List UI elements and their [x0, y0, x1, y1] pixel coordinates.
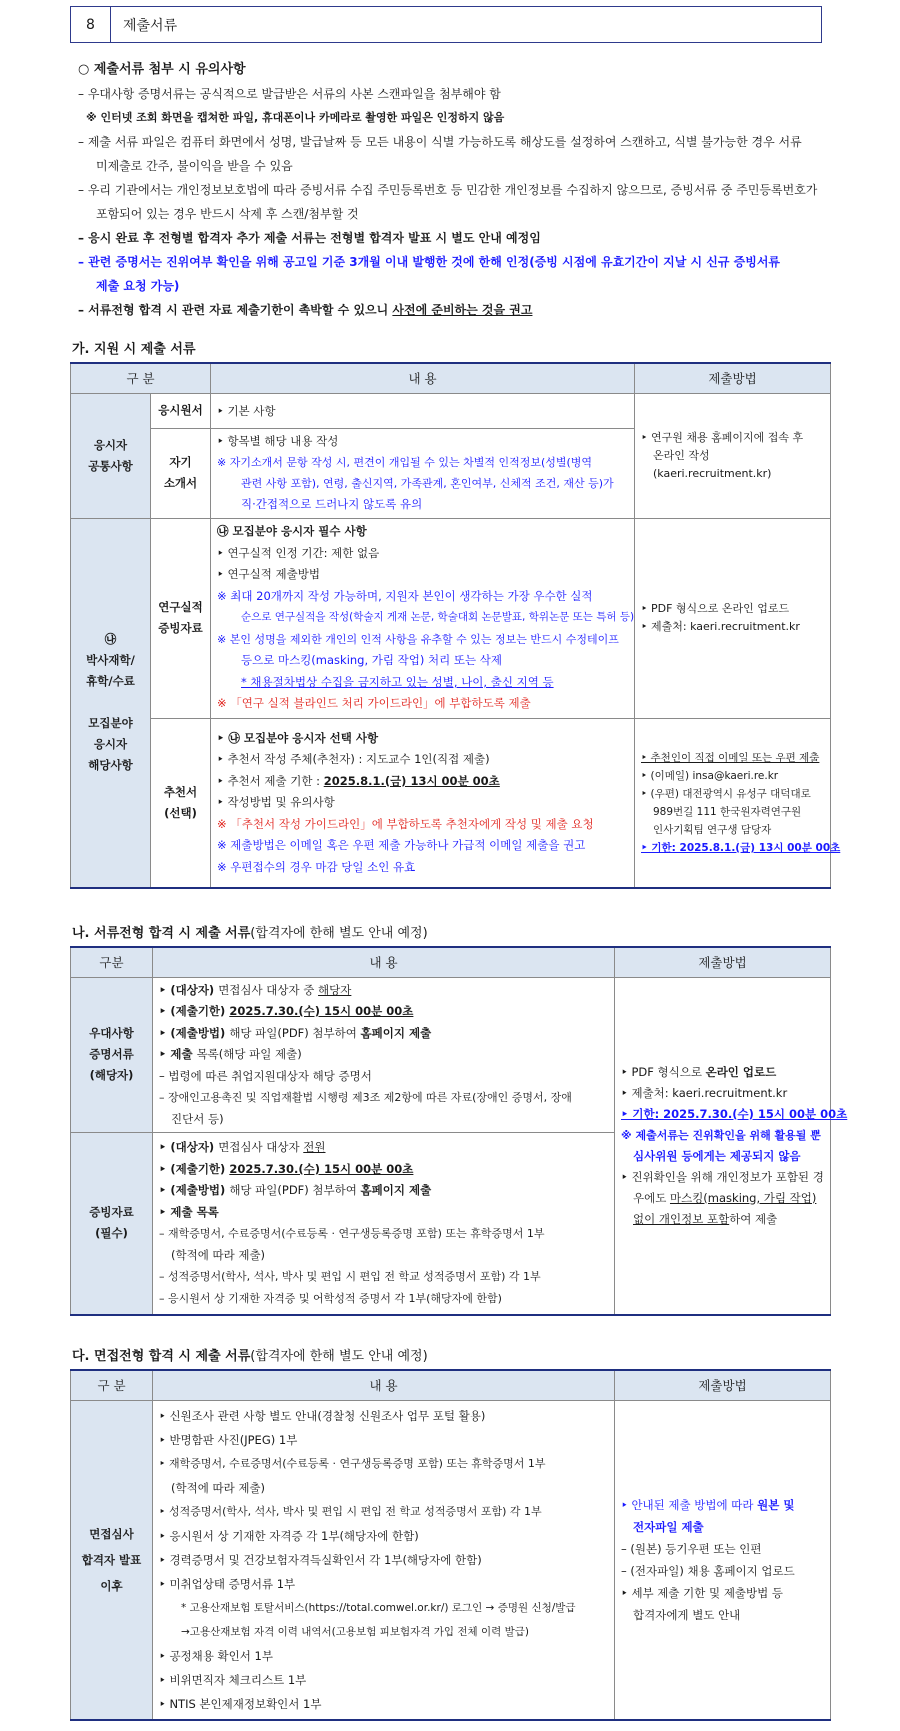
list-item: →고용산재보험 자격 이력 내역서(고용보험 피보험자격 가입 전체 이력 발급): [181, 1625, 529, 1638]
method-c: ‣ 안내된 제출 방법에 따라 원본 및 전자파일 제출 – (원본) 등기우편 또는 인편 – (전자파일) 채용 홈페이지 업로드 ‣ 세부 제출 기한 및 제출방법 등 합격자에게 별도 안내: [615, 1400, 831, 1720]
method-b: ‣ PDF 형식으로 온라인 업로드 ‣ 제출처: kaeri.recruitment.kr ‣ 기한: 2025.7.30.(수) 15시 00분 00초 ※ 제출서류는 진위확인을 위해 활용될 뿐 심사위원 등에게는 제공되지 않음 ‣ 진위확인을 위해 개인정보가 포함된 경 우에도 마스킹(masking, 가림 작업) 없이 개인정보 포함하여 제출: [615, 977, 831, 1315]
content-preference: ‣ (대상자) 면접심사 대상자 중 해당자 ‣ (제출기한) 2025.7.30.(수) 15시 00분 00초 ‣ (제출방법) 해당 파일(PDF) 첨부하여 홈페이지 제출 ‣ 제출 목록(해당 파일 제출) – 법령에 따른 취업지원대상자 해당 증명서 – 장애인고용촉진 및 직업재활법 시행령 제3조 제2항에 따른 자료(장애인 증명서, 장애 진단서 등): [153, 977, 615, 1133]
label-recommendation: 추천서 (선택): [151, 718, 211, 888]
label-self-intro: 자기 소개서: [151, 428, 211, 518]
content-self-intro: ‣ 항목별 해당 내용 작성 ※ 자기소개서 문항 작성 시, 편견이 개입될 수 있는 차별적 인적정보(성별(병역 관련 사항 포함), 연령, 출신지역, 가족관계, 혼인여부, 신체적 조건, 재산 등)가 직·간접적으로 드러나지 않도록 유의: [211, 428, 635, 518]
column-header: 구 분: [71, 1370, 153, 1400]
content-research: ㉯ 모집분야 응시자 필수 사항 ‣ 연구실적 인정 기간: 제한 없음 ‣ 연구실적 제출방법 ※ 최대 20개까지 작성 가능하며, 지원자 본인이 생각하는 가장 우수한 실적 순으로 연구실적을 작성(학술지 게재 논문, 학술대회 논문발표, 학위논문 또는 특허 등) ※ 본인 성명을 제외한 개인의 인적 사항을 유추할 수 있는 정보는 반드시 수정테이프 등으로 마스킹(masking, 가림 작업) 처리 또는 삭제 * 채용절차법상 수집을 금지하고 있는 성별, 나이, 출신 지역 등 ※ 「연구 실적 블라인드 처리 가이드라인」에 부합하도록 제출: [211, 518, 635, 718]
table-b: [70, 946, 848, 1316]
column-header: 내 용: [153, 947, 615, 977]
column-header: 내 용: [153, 1370, 615, 1400]
table-c-title: 다. 면접전형 합격 시 제출 서류(합격자에 한해 별도 안내 예정): [72, 1349, 428, 1364]
column-header: 구 분: [71, 363, 211, 393]
section-number: 8: [71, 7, 111, 42]
note-line: – 응시 완료 후 전형별 합격자 추가 제출 서류는 전형별 합격자 발표 시 별도 안내 예정임: [78, 231, 541, 245]
note-line: – 제출 서류 파일은 컴퓨터 화면에서 성명, 발급날짜 등 모든 내용이 식별 가능하도록 해상도를 설정하여 스캔하고, 식별 불가능한 경우 서류: [78, 135, 802, 149]
table-a: [70, 362, 841, 889]
category-phd: ㉯ 박사재학/ 휴학/수료 모집분야 응시자 해당사항: [71, 518, 151, 888]
column-header: 제출방법: [615, 947, 831, 977]
category-evidence: 증빙자료 (필수): [71, 1133, 153, 1315]
list-item: ‣ 비위면직자 체크리스트 1부: [159, 1672, 307, 1687]
list-item: (학적에 따라 제출): [171, 1480, 266, 1495]
content-evidence: ‣ (대상자) 면접심사 대상자 전원 ‣ (제출기한) 2025.7.30.(수) 15시 00분 00초 ‣ (제출방법) 해당 파일(PDF) 첨부하여 홈페이지 제출 ‣ 제출 목록 – 재학증명서, 수료증명서(수료등록 · 연구생등록증명 포함) 또는 휴학증명서 1부 (학적에 따라 제출) – 성적증명서(학사, 석사, 박사 및 편입 시 편입 전 학교 성적증명서 포함) 각 1부 – 응시원서 상 기재한 자격증 및 어학성적 증명서 각 1부(해당자에 한함): [153, 1133, 615, 1315]
table-a-title: 가. 지원 시 제출 서류: [72, 342, 196, 357]
method-pdf: ‣ PDF 형식으로 온라인 업로드 ‣ 제출처: kaeri.recruitment.kr: [635, 518, 831, 718]
list-item: ‣ 신원조사 관련 사항 별도 안내(경찰청 신원조사 업무 포털 활용): [159, 1408, 486, 1423]
list-item: ‣ 공정채용 확인서 1부: [159, 1648, 273, 1663]
list-item: ‣ 미취업상태 증명서류 1부: [159, 1576, 296, 1591]
notes-heading: ○ 제출서류 첨부 시 유의사항: [78, 62, 246, 77]
note-line: – 우리 기관에서는 개인정보보호법에 따라 증빙서류 수집 주민등록번호 등 민감한 개인정보를 수집하지 않으므로, 증빙서류 중 주민등록번호가: [78, 183, 818, 197]
list-item: ‣ 응시원서 상 기재한 자격증 각 1부(해당자에 한함): [159, 1528, 419, 1543]
category-common: 응시자 공통사항: [71, 393, 151, 518]
list-item: ‣ 재학증명서, 수료증명서(수료등록 · 연구생등록증명 포함) 또는 휴학증명서 1부: [159, 1456, 546, 1470]
note-line: – 우대사항 증명서류는 공식적으로 발급받은 서류의 사본 스캔파일을 첨부해야 함: [78, 87, 501, 101]
list-item: ‣ 경력증명서 및 건강보험자격득실확인서 각 1부(해당자에 한함): [159, 1552, 482, 1567]
column-header: 내 용: [211, 363, 635, 393]
content-recommendation: ‣ ㉯ 모집분야 응시자 선택 사항 ‣ 추천서 작성 주체(추천자) : 지도교수 1인(직접 제출) ‣ 추천서 제출 기한 : 2025.8.1.(금) 13시 00분 00초 ‣ 작성방법 및 유의사항 ※ 「추천서 작성 가이드라인」에 부합하도록 추천자에게 작성 및 제출 요청 ※ 제출방법은 이메일 혹은 우편 제출 가능하나 가급적 이메일 제출을 권고 ※ 우편접수의 경우 마감 당일 소인 유효: [211, 718, 635, 888]
category-interview: 면접심사 합격자 발표 이후: [71, 1400, 153, 1720]
method-recommendation: ‣ 추천인이 직접 이메일 또는 우편 제출 ‣ (이메일) insa@kaeri.re.kr ‣ (우편) 대전광역시 유성구 대덕대로 989번길 111 한국원자력연구원 인사기획팀 연구생 담당자 ‣ 기한: 2025.8.1.(금) 13시 00분 00초: [635, 718, 831, 888]
list-item: ‣ 반명함판 사진(JPEG) 1부: [159, 1432, 298, 1447]
content-interview: [153, 1400, 615, 1720]
note-line: ※ 인터넷 조회 화면을 캡쳐한 파일, 휴대폰이나 카메라로 촬영한 파일은 인정하지 않음: [86, 111, 505, 124]
column-header: 제출방법: [635, 363, 831, 393]
table-c: [70, 1369, 831, 1721]
note-line: 포함되어 있는 경우 반드시 삭제 후 스캔/첨부할 것: [96, 207, 359, 221]
section-header: [70, 6, 822, 43]
note-line: 제출 요청 가능): [96, 279, 180, 293]
note-line: 미제출로 간주, 불이익을 받을 수 있음: [96, 159, 293, 173]
section-title: 제출서류: [123, 17, 178, 34]
list-item: ‣ NTIS 본인제재정보확인서 1부: [159, 1696, 322, 1711]
list-item: * 고용산재보험 토탈서비스(https://total.comwel.or.kr/) 로그인 → 증명원 신청/발급: [181, 1601, 576, 1614]
label-research: 연구실적 증빙자료: [151, 518, 211, 718]
note-line: – 관련 증명서는 진위여부 확인을 위해 공고일 기준 3개월 이내 발행한 것에 한해 인정(증빙 시점에 유효기간이 지날 시 신규 증빙서류: [78, 255, 780, 269]
column-header: 제출방법: [615, 1370, 831, 1400]
category-preference: 우대사항 증명서류 (해당자): [71, 977, 153, 1133]
content-application: ‣ 기본 사항: [211, 393, 635, 428]
list-item: ‣ 성적증명서(학사, 석사, 박사 및 편입 시 편입 전 학교 성적증명서 포함) 각 1부: [159, 1504, 542, 1518]
method-online: ‣ 연구원 채용 홈페이지에 접속 후 온라인 작성 (kaeri.recruitment.kr): [635, 393, 831, 518]
note-line: – 서류전형 합격 시 관련 자료 제출기한이 촉박할 수 있으니 사전에 준비하는 것을 권고: [78, 303, 533, 317]
submission-notes: [78, 58, 838, 322]
table-b-title: 나. 서류전형 합격 시 제출 서류(합격자에 한해 별도 안내 예정): [72, 926, 428, 941]
column-header: 구분: [71, 947, 153, 977]
label-application: 응시원서: [151, 393, 211, 428]
